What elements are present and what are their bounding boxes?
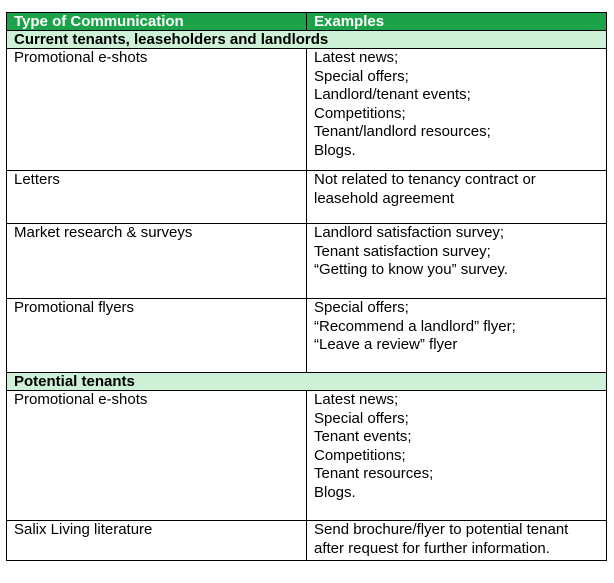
type-cell: Salix Living literature — [7, 521, 307, 561]
example-line: Blogs. — [314, 483, 356, 501]
table-row — [7, 224, 607, 299]
example-line: Not related to tenancy contract or — [314, 171, 536, 188]
examples-cell — [307, 299, 607, 373]
examples-cell — [307, 224, 607, 299]
example-line: Tenant events; — [314, 428, 412, 445]
example-line: Tenant satisfaction survey; — [314, 242, 491, 260]
example-line: “Getting to know you” survey. — [314, 261, 508, 278]
type-cell: Market research & surveys — [7, 224, 307, 299]
example-line: Competitions; — [314, 104, 406, 122]
example-line: leasehold agreement — [314, 189, 455, 207]
section-row — [7, 31, 607, 49]
type-cell: Letters — [7, 171, 307, 224]
table-row — [7, 521, 607, 561]
type-cell: Promotional flyers — [7, 299, 307, 373]
example-line: Landlord/tenant events; — [314, 86, 471, 103]
examples-cell — [307, 171, 607, 224]
example-line: Special offers; — [314, 299, 409, 316]
examples-cell — [307, 521, 607, 561]
example-line: Blogs. — [314, 141, 356, 159]
type-cell: Promotional e-shots — [7, 391, 307, 521]
communications-table-wrapper — [6, 12, 607, 561]
example-line: Tenant resources; — [314, 465, 434, 482]
examples-cell — [307, 49, 607, 171]
table-row — [7, 391, 607, 521]
example-line: Competitions; — [314, 446, 406, 464]
section-title-current: Current tenants, leaseholders and landlords — [7, 31, 607, 49]
examples-cell — [307, 391, 607, 521]
table-row — [7, 299, 607, 373]
example-line: Tenant/landlord resources; — [314, 123, 491, 140]
example-line: “Leave a review” flyer — [314, 336, 458, 353]
table-row — [7, 49, 607, 171]
section-row — [7, 373, 607, 391]
example-line: Special offers; — [314, 409, 409, 427]
example-line: “Recommend a landlord” flyer; — [314, 317, 516, 335]
example-line: Latest news; — [314, 49, 399, 66]
example-line: Send brochure/flyer to potential tenant — [314, 521, 569, 538]
type-cell: Promotional e-shots — [7, 49, 307, 171]
example-line: after request for further information. — [314, 539, 550, 557]
example-line: Latest news; — [314, 391, 399, 408]
table-header-row — [7, 13, 607, 31]
example-line: Landlord satisfaction survey; — [314, 224, 505, 241]
communications-table — [6, 12, 607, 561]
column-header-examples: Examples — [307, 13, 607, 31]
table-row — [7, 171, 607, 224]
section-title-potential: Potential tenants — [7, 373, 607, 391]
example-line: Special offers; — [314, 67, 409, 85]
column-header-type: Type of Communication — [7, 13, 307, 31]
